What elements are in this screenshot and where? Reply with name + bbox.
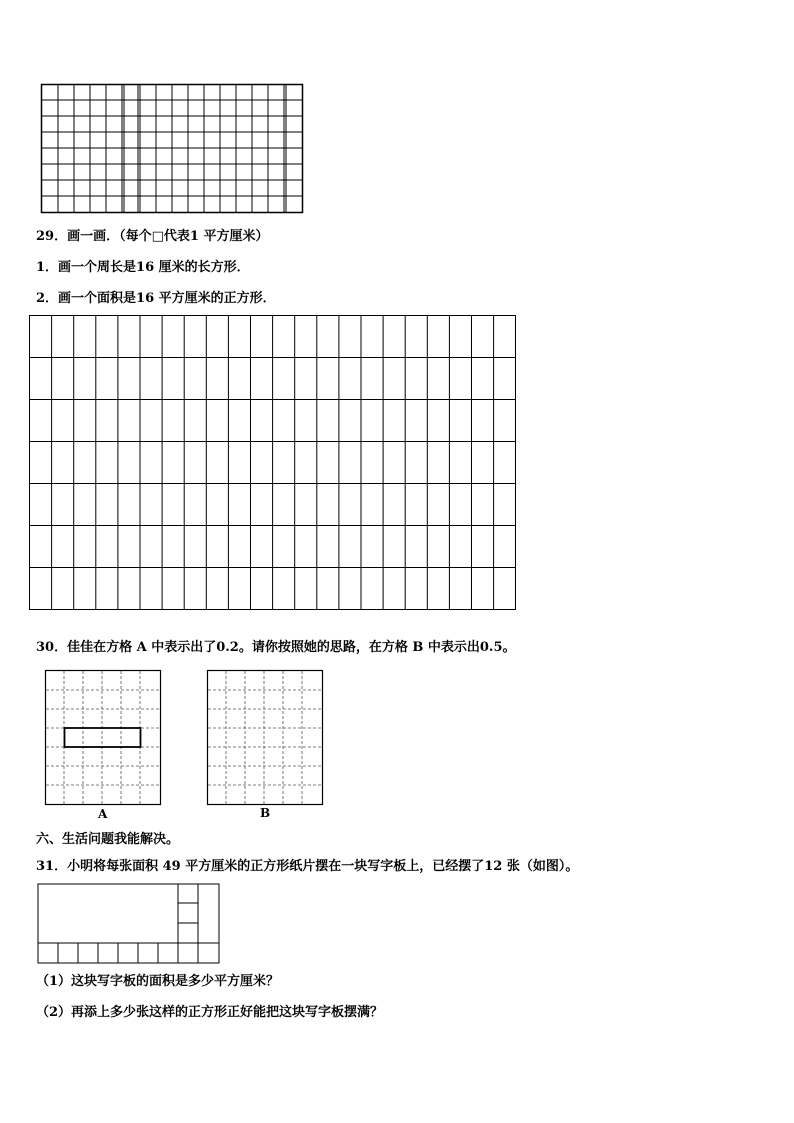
writing-board-figure [37, 883, 221, 965]
q31-sub-1: （1）这块写字板的面积是多少平方厘米？ [36, 974, 280, 989]
top-grid [40, 83, 305, 215]
q29-item-2: 2．画一个面积是16 平方厘米的正方形． [36, 291, 276, 306]
section-6-title: 六、生活问题我能解决。 [36, 832, 180, 847]
q31-sub-2: （2）再添上多少张这样的正方形正好能把这块写字板摆满？ [36, 1005, 384, 1020]
grid-a-label: A [98, 807, 108, 821]
grid-a [44, 669, 162, 806]
grid-b[interactable] [206, 669, 324, 806]
q29-item-1: 1．画一个周长是16 厘米的长方形． [36, 260, 250, 275]
grid-b-label: B [260, 806, 271, 820]
shaded-rectangle-a [65, 728, 141, 747]
q31-text: 31．小明将每张面积 49 平方厘米的正方形纸片摆在一块写字板上，已经摆了12 张（如图）。 [36, 859, 579, 874]
q29-title: 29．画一画．（每个□代表1 平方厘米） [36, 229, 269, 244]
drawing-grid[interactable] [28, 314, 518, 612]
q30-text: 30．佳佳在方格 A 中表示出了0.2。请你按照她的思路，在方格 B 中表示出0.5。 [36, 640, 516, 655]
